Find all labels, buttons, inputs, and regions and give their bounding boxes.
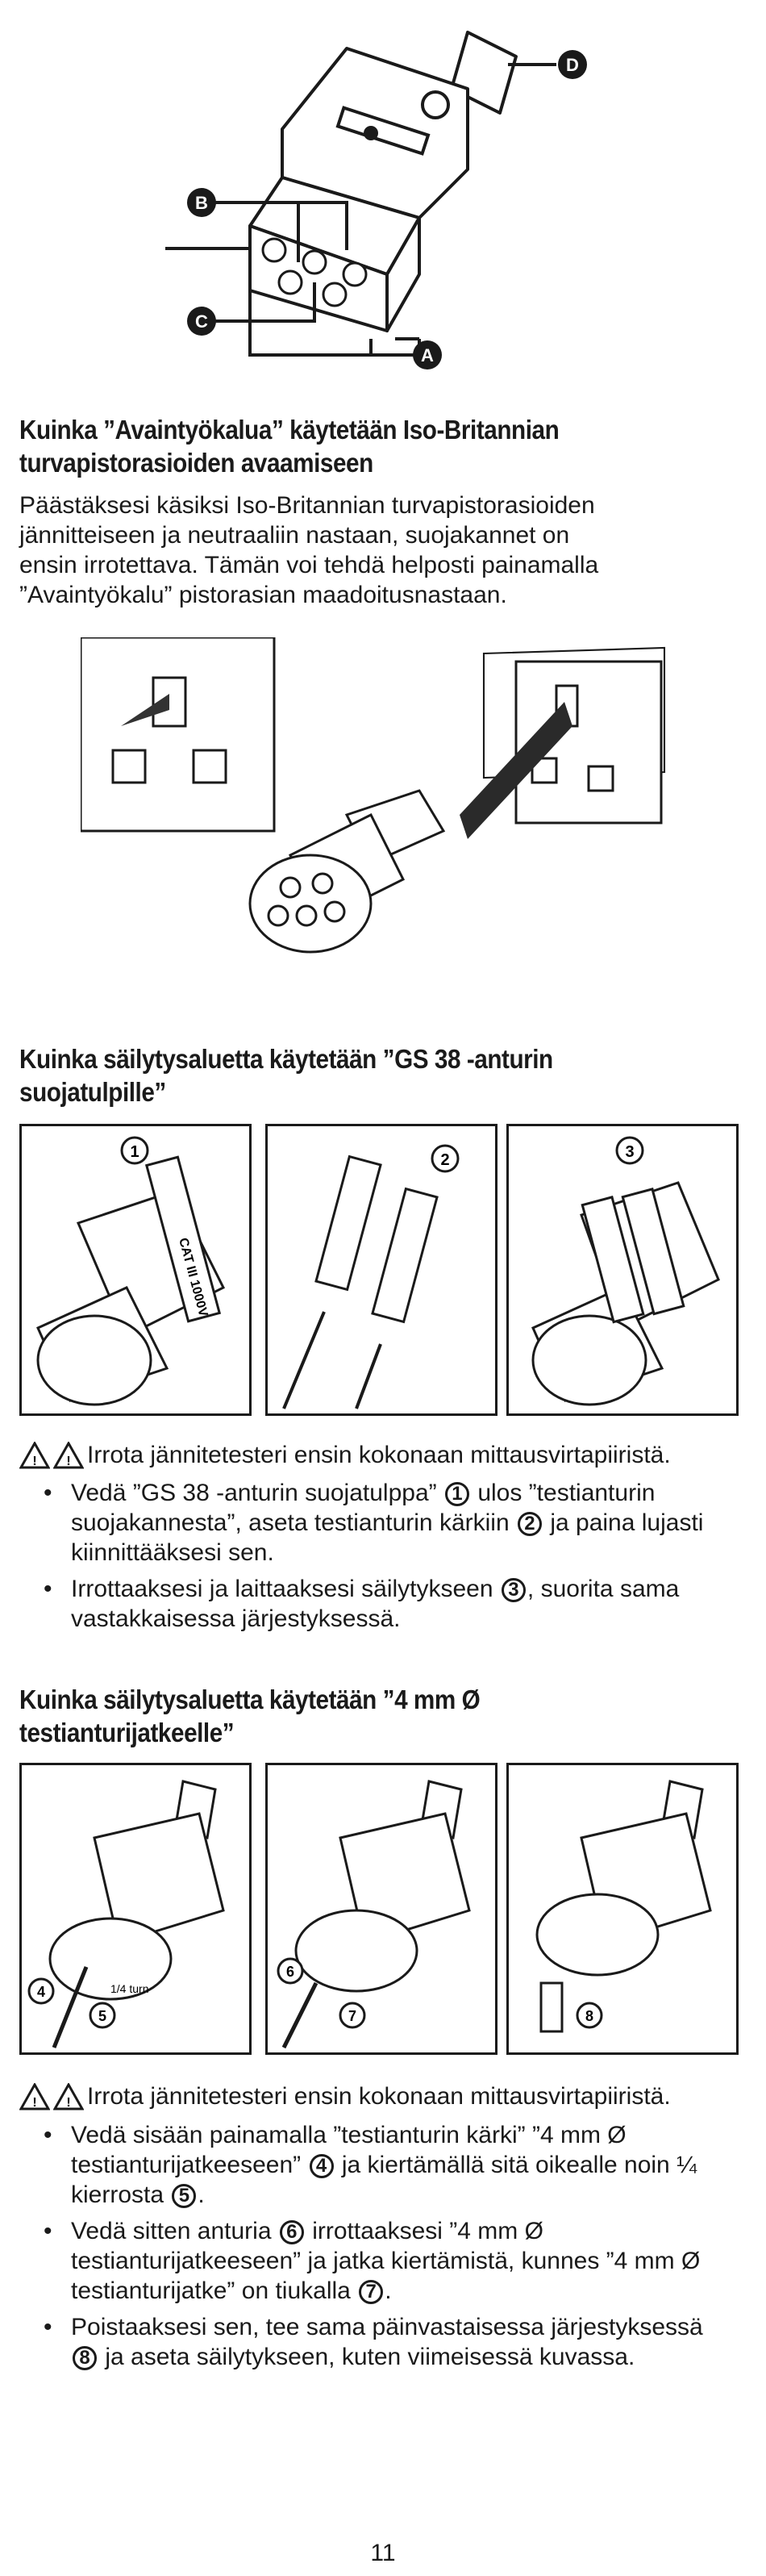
svg-text:CAT III 1000V: CAT III 1000V	[176, 1236, 210, 1318]
socket-illustration	[81, 637, 677, 992]
svg-text:1: 1	[130, 1143, 139, 1161]
gs38-panel-1	[19, 1124, 252, 1416]
svg-text:A: A	[421, 345, 434, 365]
section2-bullets	[19, 1478, 737, 1640]
svg-text:8: 8	[585, 2008, 594, 2024]
svg-text:6: 6	[285, 1964, 295, 1980]
svg-text:!: !	[66, 1454, 71, 1468]
callout-a	[413, 340, 442, 369]
section3-warning: ! ! Irrota jännitetesteri ensin kokonaan mittausvirtapiiristä.	[19, 2081, 753, 2111]
section3-bullets	[19, 2120, 737, 2378]
section1-paragraph: Päästäksesi käsiksi Iso-Britannian turvapistorasioiden jännitteiseen ja neutraaliin nastaan, suojakannet on ensin irrotettava. Tämän voi tehdä helposti painamalla ”Avaintyökalu” pistorasian maadoitusnastaan.	[19, 492, 599, 608]
top-illustration	[129, 16, 613, 371]
svg-text:!: !	[32, 1454, 37, 1468]
page-number: 11	[370, 2540, 396, 2566]
section2-warning: ! ! Irrota jännitetesteri ensin kokonaan mittausvirtapiiristä.	[19, 1440, 753, 1470]
extension-panel-3	[506, 1763, 739, 2055]
list-item: • Poistaaksesi sen, tee sama päinvastaisessa järjestyksessä 8 ja aseta säilytykseen, kuten viimeisessä kuvassa.	[19, 2312, 737, 2372]
extension-panel-1	[19, 1763, 252, 2055]
svg-text:7: 7	[348, 2008, 357, 2024]
section1-heading: Kuinka ”Avaintyökalua” käytetään Iso-Britannian turvapistorasioiden avaamiseen	[19, 415, 560, 478]
svg-text:4: 4	[36, 1984, 46, 2000]
extension-panel-2	[265, 1763, 497, 2055]
list-item: • Vedä sitten anturia 6 irrottaaksesi ”4 mm Ø testianturijatkeeseen” ja jatka kiertämistä, kunnes ”4 mm Ø testianturijatke” on tiukalla 7 .	[19, 2216, 737, 2306]
section2-heading: Kuinka säilytysaluetta käytetään ”GS 38 -anturin suojatulpille”	[19, 1044, 553, 1107]
svg-text:D: D	[566, 55, 579, 75]
section3-heading: Kuinka säilytysaluetta käytetään ”4 mm Ø testianturijatkeelle”	[19, 1685, 481, 1747]
callout-d	[558, 50, 587, 79]
warning-icon	[19, 1442, 50, 1469]
gs38-panel-3	[506, 1124, 739, 1416]
warning-icon	[19, 2083, 50, 2110]
svg-text:1/4 turn: 1/4 turn	[110, 1982, 149, 1995]
gs38-panel-2	[265, 1124, 497, 1416]
electric-hazard-icon	[53, 2083, 84, 2110]
svg-text:B: B	[195, 193, 208, 213]
list-item: • Irrottaaksesi ja laittaaksesi säilytykseen 3 , suorita sama vastakkaisessa järjestyksessä.	[19, 1574, 737, 1634]
list-item: • Vedä sisään painamalla ”testianturin kärki” ”4 mm Ø testianturijatkeeseen” 4 ja kiertämällä sitä oikealle noin ¼ kierrosta 5 .	[19, 2120, 737, 2210]
svg-text:!: !	[32, 2095, 37, 2110]
electric-hazard-icon	[53, 1442, 84, 1469]
list-item: • Vedä ”GS 38 -anturin suojatulppa” 1 ulos ”testianturin suojakannesta”, aseta testianturin kärkiin 2 ja paina lujasti kiinnittääksesi sen.	[19, 1478, 737, 1568]
svg-text:3: 3	[625, 1143, 635, 1161]
svg-text:2: 2	[440, 1151, 450, 1169]
svg-text:!: !	[66, 2095, 71, 2110]
callout-c	[187, 307, 216, 336]
svg-text:5: 5	[98, 2008, 107, 2024]
svg-text:C: C	[195, 311, 208, 332]
callout-b	[187, 188, 216, 217]
